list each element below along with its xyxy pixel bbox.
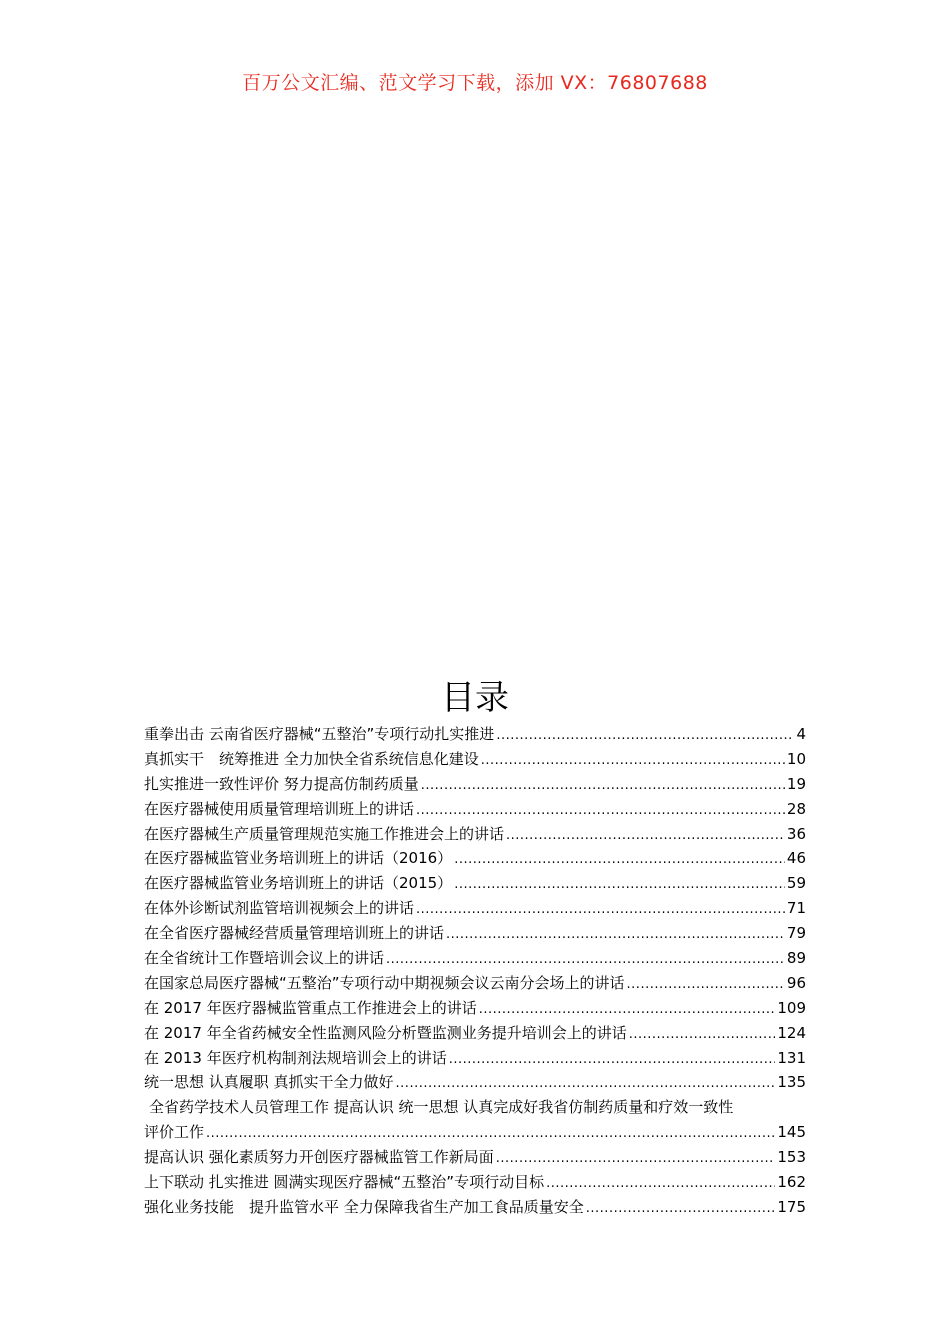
toc-leader-dots <box>496 1147 776 1170</box>
toc-entry-page: 36 <box>786 824 806 843</box>
toc-entry-page: 71 <box>786 899 806 918</box>
toc-entry-title: 在 2013 年医疗机构制剂法规培训会上的讲话 <box>144 1048 447 1067</box>
toc-entry-page: 162 <box>777 1173 806 1192</box>
toc-leader-dots <box>416 898 785 921</box>
toc-leader-dots <box>396 1072 776 1095</box>
toc-entry[interactable] <box>144 1170 806 1195</box>
watermark-header: 百万公文汇编、范文学习下载，添加 VX：76807688 <box>242 72 708 94</box>
toc-entry-page: 79 <box>786 924 806 943</box>
toc-entry-title: 在医疗器械监管业务培训班上的讲话（2015） <box>144 874 453 893</box>
toc-entry[interactable] <box>144 1145 806 1170</box>
toc-entry-title: 在 2017 年医疗器械监管重点工作推进会上的讲话 <box>144 998 477 1017</box>
toc-leader-dots <box>454 848 785 871</box>
table-of-contents <box>144 722 806 1220</box>
toc-entry[interactable] <box>144 921 806 946</box>
toc-entry[interactable] <box>144 1120 806 1145</box>
toc-entry-page: 145 <box>777 1123 806 1142</box>
toc-entry-title: 全省药学技术人员管理工作 提高认识 统一思想 认真完成好我省仿制药质量和疗效一致性 <box>149 1098 734 1117</box>
toc-entry-title: 真抓实干 统筹推进 全力加快全省系统信息化建设 <box>144 749 479 768</box>
toc-entry-page: 4 <box>796 725 806 743</box>
toc-leader-dots <box>546 1172 775 1195</box>
toc-entry-title: 在 2017 年全省药械安全性监测风险分析暨监测业务提升培训会上的讲话 <box>144 1023 627 1042</box>
toc-entry-page: 96 <box>786 973 806 992</box>
toc-entry-title: 在医疗器械生产质量管理规范实施工作推进会上的讲话 <box>144 824 505 843</box>
toc-entry-title: 上下联动 扎实推进 圆满实现医疗器械“五整治”专项行动目标 <box>144 1173 545 1192</box>
toc-entry-title: 在全省医疗器械经营质量管理培训班上的讲话 <box>144 924 445 943</box>
toc-leader-dots <box>416 799 785 822</box>
toc-entry-title: 在国家总局医疗器械“五整治”专项行动中期视频会议云南分会场上的讲话 <box>144 973 625 992</box>
toc-leader-dots <box>481 749 785 772</box>
toc-entry[interactable] <box>144 971 806 996</box>
toc-entry-title: 强化业务技能 提升监管水平 全力保障我省生产加工食品质量安全 <box>144 1197 584 1216</box>
toc-entry[interactable] <box>144 1070 806 1095</box>
toc-entry[interactable] <box>144 946 806 971</box>
toc-entry-title: 在体外诊断试剂监管培训视频会上的讲话 <box>144 899 415 918</box>
toc-entry[interactable] <box>144 722 806 747</box>
toc-entry-title: 在全省统计工作暨培训会议上的讲话 <box>144 949 385 968</box>
toc-leader-dots <box>446 923 785 946</box>
toc-leader-dots <box>206 1122 775 1145</box>
toc-entry-page: 135 <box>777 1073 806 1092</box>
toc-entry-page: 10 <box>786 749 806 768</box>
toc-leader-dots <box>506 824 785 847</box>
toc-entry[interactable] <box>144 747 806 772</box>
toc-entry-page: 153 <box>777 1148 806 1167</box>
toc-entry-title: 提高认识 强化素质努力开创医疗器械监管工作新局面 <box>144 1148 494 1167</box>
toc-entry[interactable] <box>144 996 806 1021</box>
toc-entry-title: 重拳出击 云南省医疗器械“五整治”专项行动扎实推进 <box>144 725 495 743</box>
toc-entry-title: 评价工作 <box>144 1123 205 1142</box>
toc-entry[interactable] <box>144 1021 806 1046</box>
toc-entry-page: 19 <box>786 774 806 793</box>
toc-leader-dots <box>479 998 776 1021</box>
toc-leader-dots <box>627 973 785 996</box>
toc-entry-page: 28 <box>786 799 806 818</box>
toc-entry-wrapped-line[interactable] <box>144 1095 806 1120</box>
toc-leader-dots <box>421 774 785 797</box>
toc-entry[interactable] <box>144 772 806 797</box>
toc-entry-page: 131 <box>777 1048 806 1067</box>
toc-entry[interactable] <box>144 871 806 896</box>
toc-entry[interactable] <box>144 846 806 871</box>
toc-entry-page: 59 <box>786 874 806 893</box>
toc-leader-dots <box>449 1048 776 1071</box>
toc-entry-page: 46 <box>786 849 806 868</box>
toc-entry[interactable] <box>144 1195 806 1220</box>
toc-leader-dots <box>629 1023 776 1046</box>
toc-entry-page: 124 <box>777 1023 806 1042</box>
toc-entry-title: 在医疗器械监管业务培训班上的讲话（2016） <box>144 849 453 868</box>
toc-leader-dots <box>454 873 785 896</box>
toc-entry[interactable] <box>144 896 806 921</box>
toc-entry-title: 扎实推进一致性评价 努力提高仿制药质量 <box>144 774 419 793</box>
toc-leader-dots <box>496 724 794 747</box>
toc-leader-dots <box>386 948 785 971</box>
toc-title: 目录 <box>441 678 509 718</box>
toc-entry[interactable] <box>144 797 806 822</box>
toc-entry-page: 89 <box>786 949 806 968</box>
toc-leader-dots <box>586 1197 776 1220</box>
toc-entry-page: 175 <box>777 1197 806 1216</box>
toc-entry-title: 在医疗器械使用质量管理培训班上的讲话 <box>144 799 415 818</box>
toc-entry[interactable] <box>144 822 806 847</box>
toc-entry-page: 109 <box>777 998 806 1017</box>
toc-entry-title: 统一思想 认真履职 真抓实干全力做好 <box>144 1073 394 1092</box>
toc-entry[interactable] <box>144 1046 806 1071</box>
